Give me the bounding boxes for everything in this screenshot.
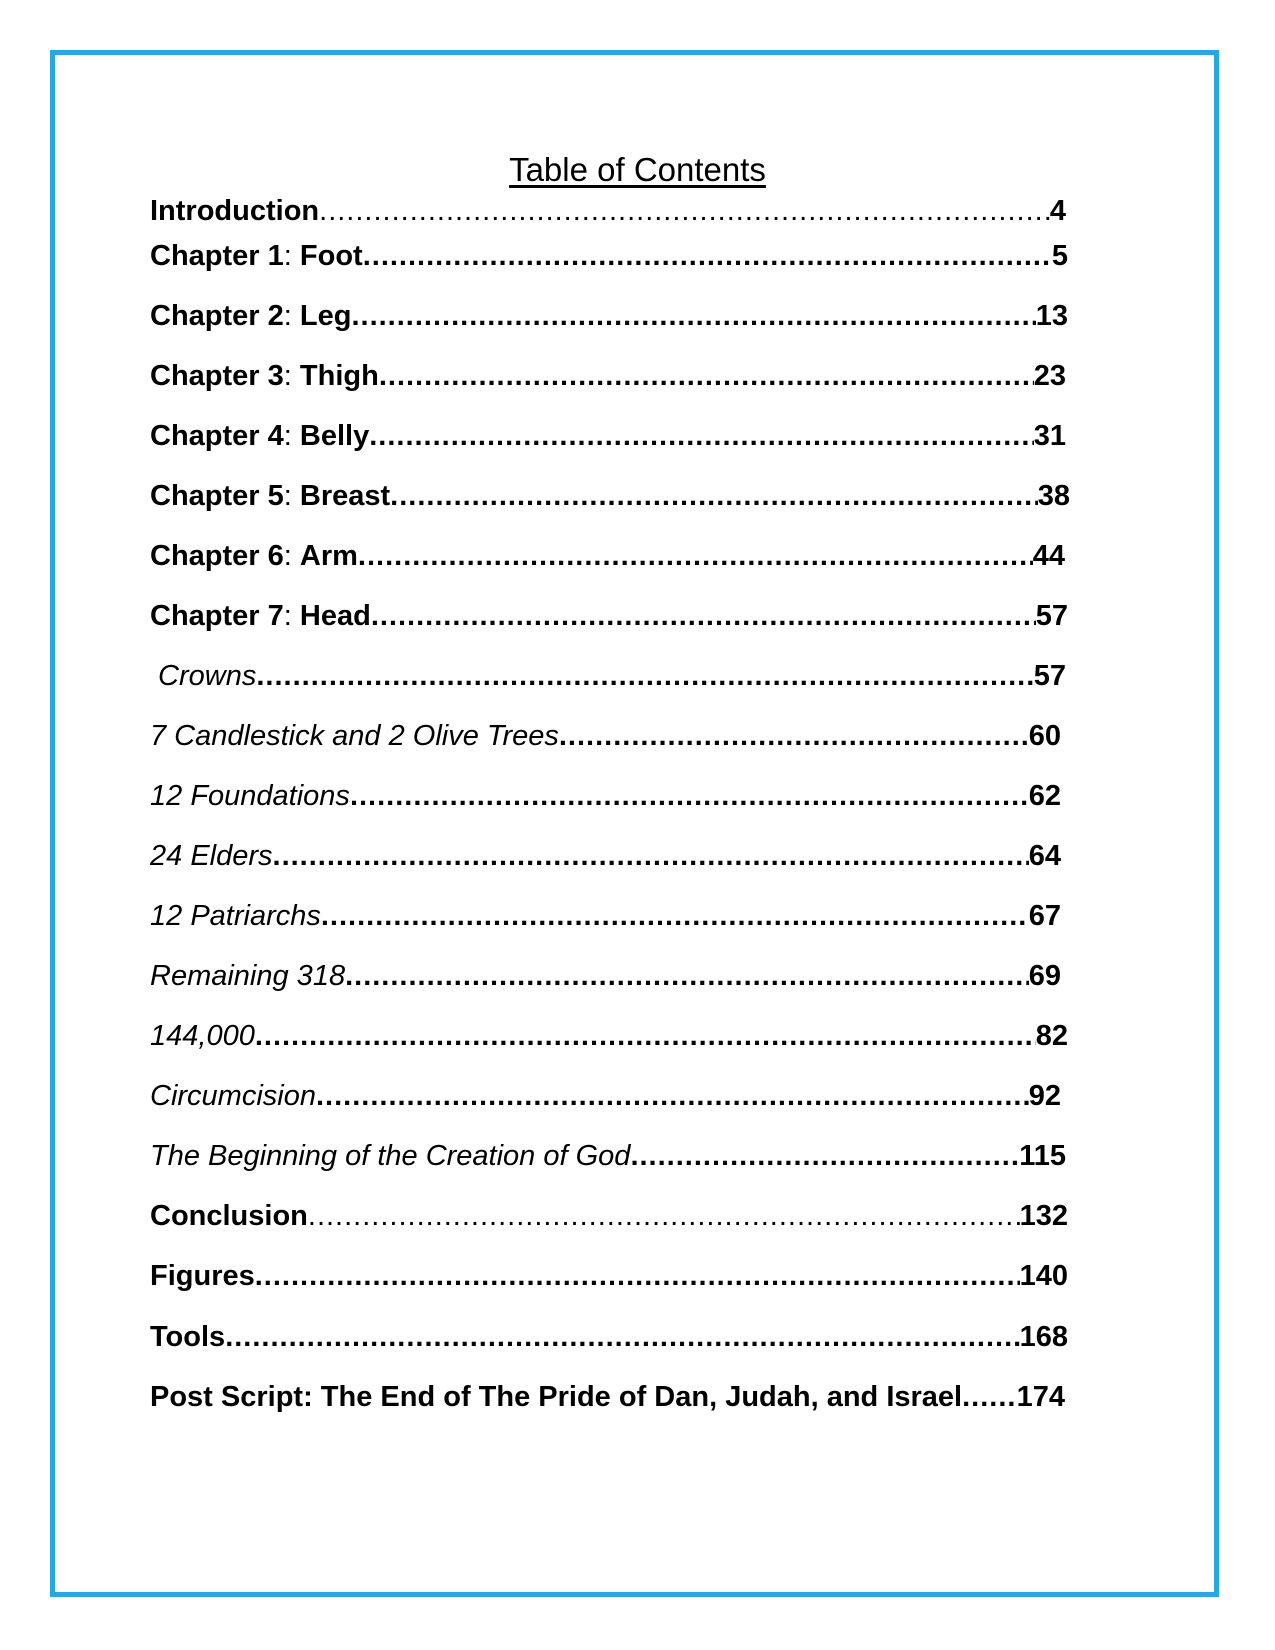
toc-entry-label: 12 Patriarchs [150,900,321,932]
toc-page-number: 92 [1028,1080,1061,1112]
toc-title: Table of Contents [509,151,766,188]
toc-entry-12-foundations[interactable] [150,777,1061,815]
toc-leader [351,297,1035,335]
toc-entry-label: Figures [150,1260,255,1292]
toc-leader [559,717,1029,755]
toc-entry-label: Chapter 4: Belly [150,420,370,452]
toc-entry-label: Chapter 2: Leg [150,300,352,332]
toc-entry-chapter-6[interactable] [150,537,1065,575]
toc-page-number: 82 [1035,1020,1068,1052]
toc-leader [316,1077,1029,1115]
toc-page-number: 4 [1049,195,1066,227]
toc-page-number: 57 [1033,660,1066,692]
toc-entry-label: Chapter 5: Breast [150,480,391,512]
toc-entry-label: Chapter 7: Head [150,600,371,632]
toc-leader [308,1197,1020,1235]
toc-page-number: 60 [1028,720,1061,752]
toc-entry-chapter-4[interactable] [150,417,1066,455]
toc-page-number: 174 [1016,1381,1065,1413]
toc-entry-label: 7 Candlestick and 2 Olive Trees [150,720,559,752]
toc-page-number: 57 [1035,600,1068,632]
toc-page-number: 31 [1033,420,1066,452]
toc-page-number: 62 [1028,780,1061,812]
toc-leader [358,537,1033,575]
toc-leader [379,357,1034,395]
page-border [50,50,1219,1597]
toc-entry-beginning-creation-god[interactable] [150,1137,1066,1175]
toc-page-number: 44 [1032,540,1065,572]
toc-page-number: 115 [1019,1140,1066,1172]
toc-leader [273,837,1029,875]
toc-leader [321,897,1029,935]
toc-entry-remaining-318[interactable] [150,957,1061,995]
toc-entry-chapter-5[interactable] [150,477,1070,515]
toc-entry-label: Chapter 6: Arm [150,540,358,572]
toc-leader [390,477,1038,515]
toc-page-number: 23 [1033,360,1066,392]
toc-entry-tools[interactable] [150,1318,1068,1356]
toc-entry-label: Chapter 3: Thigh [150,360,379,392]
toc-entry-conclusion[interactable] [150,1197,1068,1235]
toc-entry-label: Conclusion [150,1200,308,1232]
toc-page-number: 64 [1028,840,1061,872]
toc-entry-label: 144,000 [150,1020,255,1052]
toc-leader [225,1318,1019,1356]
toc-leader [371,597,1036,635]
toc-page-number: 38 [1037,480,1070,512]
toc-page-number: 132 [1019,1200,1068,1232]
toc-leader [350,777,1029,815]
toc-entry-label: Post Script: The End of The Pride of Dan, Judah, and Israel [150,1381,963,1413]
toc-leader [630,1137,1019,1175]
toc-entry-label: Chapter 1: Foot [150,240,363,272]
toc-entry-label: Introduction [150,195,320,227]
toc-entry-12-patriarchs[interactable] [150,897,1061,935]
toc-entry-144000[interactable] [150,1017,1068,1055]
toc-entry-label: Crowns [150,660,257,692]
toc-entry-label: Circumcision [150,1080,316,1112]
toc-page-number: 13 [1035,300,1068,332]
toc-page-number: 5 [1051,240,1068,272]
toc-entry-post-script[interactable] [150,1378,1065,1416]
toc-entry-label: 12 Foundations [150,780,350,812]
toc-leader [255,1017,1036,1055]
toc-entry-circumcision[interactable] [150,1077,1061,1115]
toc-page-number: 67 [1028,900,1061,932]
toc-leader [363,237,1052,275]
toc-leader [319,192,1050,230]
toc-entry-candlestick-olive-trees[interactable] [150,717,1061,755]
toc-entry-chapter-1[interactable] [150,237,1068,275]
toc-entry-figures[interactable] [150,1257,1068,1295]
toc-entry-introduction[interactable] [150,192,1066,230]
toc-leader [255,1257,1020,1295]
toc-leader [369,417,1034,455]
toc-leader [256,657,1033,695]
toc-leader [345,957,1029,995]
toc-page-number: 168 [1019,1321,1068,1353]
toc-entry-chapter-7[interactable] [150,597,1068,635]
toc-entry-label: Tools [150,1321,226,1353]
toc-entry-label: Remaining 318 [150,960,346,992]
toc-leader [962,1378,1016,1416]
toc-entry-label: 24 Elders [150,840,273,872]
toc-entry-crowns[interactable] [150,657,1066,695]
toc-page-number: 140 [1019,1260,1068,1292]
toc-entry-24-elders[interactable] [150,837,1061,875]
toc-page-number: 69 [1028,960,1061,992]
toc-entry-chapter-3[interactable] [150,357,1066,395]
toc-entry-label: The Beginning of the Creation of God [150,1140,631,1172]
toc-entry-chapter-2[interactable] [150,297,1068,335]
